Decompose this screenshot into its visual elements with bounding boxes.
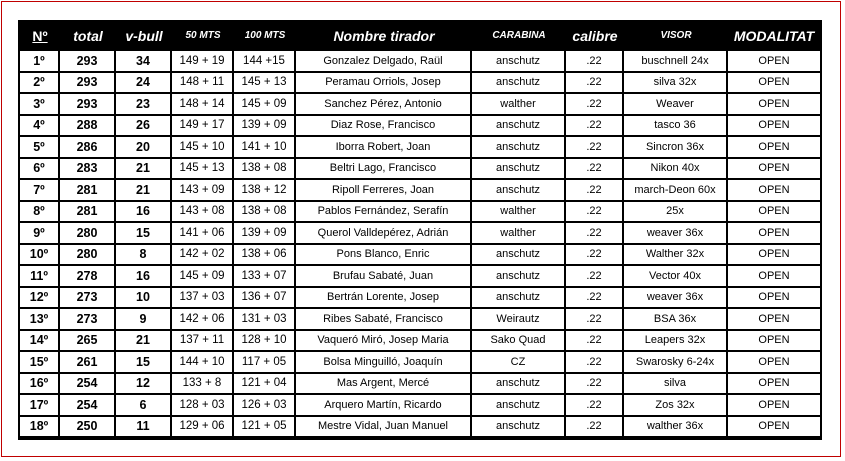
mode-cell: OPEN xyxy=(728,309,820,331)
rifle-cell: anschutz xyxy=(472,73,566,95)
header-50m: 50 MTS xyxy=(185,30,221,41)
mode-cell: OPEN xyxy=(728,395,820,417)
score-100m-cell: 117 + 05 xyxy=(234,352,296,374)
score-50m-cell: 137 + 11 xyxy=(172,331,234,353)
caliber-cell: .22 xyxy=(566,94,624,116)
score-100m-cell: 133 + 07 xyxy=(234,266,296,288)
table-row xyxy=(20,159,820,181)
position-cell: 8º xyxy=(20,202,60,224)
scope-cell: Swarosky 6-24x xyxy=(624,352,728,374)
score-100m-cell: 144 +15 xyxy=(234,51,296,73)
header-row xyxy=(20,20,820,51)
score-50m-cell: 137 + 03 xyxy=(172,288,234,310)
shooter-name-cell: Mestre Vidal, Juan Manuel xyxy=(296,417,472,437)
vbull-cell: 34 xyxy=(116,51,172,73)
total-cell: 283 xyxy=(60,159,116,181)
score-100m-cell: 138 + 08 xyxy=(234,202,296,224)
position-cell: 7º xyxy=(20,180,60,202)
table-row xyxy=(20,94,820,116)
scope-cell: tasco 36 xyxy=(624,116,728,138)
mode-cell: OPEN xyxy=(728,417,820,437)
score-50m-cell: 145 + 09 xyxy=(172,266,234,288)
position-cell: 15º xyxy=(20,352,60,374)
score-50m-cell: 128 + 03 xyxy=(172,395,234,417)
score-100m-cell: 145 + 09 xyxy=(234,94,296,116)
header-100m: 100 MTS xyxy=(244,30,286,41)
mode-cell: OPEN xyxy=(728,374,820,396)
shooter-name-cell: Pons Blanco, Enric xyxy=(296,245,472,267)
score-50m-cell: 143 + 08 xyxy=(172,202,234,224)
total-cell: 254 xyxy=(60,374,116,396)
score-100m-cell: 136 + 07 xyxy=(234,288,296,310)
caliber-cell: .22 xyxy=(566,137,624,159)
mode-cell: OPEN xyxy=(728,223,820,245)
shooter-name-cell: Sanchez Pérez, Antonio xyxy=(296,94,472,116)
score-100m-cell: 121 + 04 xyxy=(234,374,296,396)
table-row xyxy=(20,51,820,73)
position-cell: 3º xyxy=(20,94,60,116)
total-cell: 250 xyxy=(60,417,116,437)
shooter-name-cell: Mas Argent, Mercé xyxy=(296,374,472,396)
scope-cell: 25x xyxy=(624,202,728,224)
rifle-cell: anschutz xyxy=(472,159,566,181)
vbull-cell: 23 xyxy=(116,94,172,116)
caliber-cell: .22 xyxy=(566,288,624,310)
scope-cell: weaver 36x xyxy=(624,288,728,310)
rifle-cell: anschutz xyxy=(472,266,566,288)
position-cell: 6º xyxy=(20,159,60,181)
shooter-name-cell: Pablos Fernández, Serafín xyxy=(296,202,472,224)
vbull-cell: 15 xyxy=(116,352,172,374)
shooter-name-cell: Diaz Rose, Francisco xyxy=(296,116,472,138)
caliber-cell: .22 xyxy=(566,51,624,73)
vbull-cell: 8 xyxy=(116,245,172,267)
total-cell: 281 xyxy=(60,180,116,202)
total-cell: 293 xyxy=(60,94,116,116)
vbull-cell: 21 xyxy=(116,159,172,181)
vbull-cell: 21 xyxy=(116,180,172,202)
score-50m-cell: 148 + 11 xyxy=(172,73,234,95)
score-100m-cell: 121 + 05 xyxy=(234,417,296,437)
caliber-cell: .22 xyxy=(566,395,624,417)
mode-cell: OPEN xyxy=(728,116,820,138)
score-50m-cell: 144 + 10 xyxy=(172,352,234,374)
vbull-cell: 11 xyxy=(116,417,172,437)
table-row xyxy=(20,202,820,224)
mode-cell: OPEN xyxy=(728,331,820,353)
caliber-cell: .22 xyxy=(566,309,624,331)
table-row xyxy=(20,180,820,202)
shooter-name-cell: Querol Valldepérez, Adrián xyxy=(296,223,472,245)
vbull-cell: 20 xyxy=(116,137,172,159)
vbull-cell: 15 xyxy=(116,223,172,245)
total-cell: 293 xyxy=(60,51,116,73)
shooter-name-cell: Iborra Robert, Joan xyxy=(296,137,472,159)
vbull-cell: 9 xyxy=(116,309,172,331)
rifle-cell: walther xyxy=(472,202,566,224)
score-100m-cell: 138 + 12 xyxy=(234,180,296,202)
total-cell: 280 xyxy=(60,223,116,245)
scope-cell: weaver 36x xyxy=(624,223,728,245)
rifle-cell: anschutz xyxy=(472,245,566,267)
position-cell: 17º xyxy=(20,395,60,417)
scope-cell: Walther 32x xyxy=(624,245,728,267)
rifle-cell: anschutz xyxy=(472,395,566,417)
caliber-cell: .22 xyxy=(566,245,624,267)
table-row xyxy=(20,73,820,95)
caliber-cell: .22 xyxy=(566,223,624,245)
score-50m-cell: 149 + 19 xyxy=(172,51,234,73)
vbull-cell: 24 xyxy=(116,73,172,95)
position-cell: 13º xyxy=(20,309,60,331)
score-50m-cell: 142 + 06 xyxy=(172,309,234,331)
score-100m-cell: 138 + 08 xyxy=(234,159,296,181)
table-row xyxy=(20,288,820,310)
rifle-cell: CZ xyxy=(472,352,566,374)
header-vbull: v-bull xyxy=(125,27,163,44)
scope-cell: walther 36x xyxy=(624,417,728,437)
table-row xyxy=(20,116,820,138)
score-50m-cell: 142 + 02 xyxy=(172,245,234,267)
total-cell: 278 xyxy=(60,266,116,288)
scope-cell: Vector 40x xyxy=(624,266,728,288)
rifle-cell: anschutz xyxy=(472,180,566,202)
score-100m-cell: 131 + 03 xyxy=(234,309,296,331)
vbull-cell: 16 xyxy=(116,202,172,224)
vbull-cell: 26 xyxy=(116,116,172,138)
scope-cell: Nikon 40x xyxy=(624,159,728,181)
table-row xyxy=(20,395,820,417)
score-50m-cell: 145 + 10 xyxy=(172,137,234,159)
vbull-cell: 12 xyxy=(116,374,172,396)
shooter-name-cell: Bertrán Lorente, Josep xyxy=(296,288,472,310)
rifle-cell: Weirautz xyxy=(472,309,566,331)
total-cell: 293 xyxy=(60,73,116,95)
mode-cell: OPEN xyxy=(728,288,820,310)
mode-cell: OPEN xyxy=(728,159,820,181)
shooter-name-cell: Ripoll Ferreres, Joan xyxy=(296,180,472,202)
score-100m-cell: 139 + 09 xyxy=(234,223,296,245)
scope-cell: silva xyxy=(624,374,728,396)
shooter-name-cell: Gonzalez Delgado, Raül xyxy=(296,51,472,73)
score-50m-cell: 129 + 06 xyxy=(172,417,234,437)
position-cell: 2º xyxy=(20,73,60,95)
score-100m-cell: 138 + 06 xyxy=(234,245,296,267)
rifle-cell: anschutz xyxy=(472,116,566,138)
results-table xyxy=(20,20,820,436)
table-row xyxy=(20,245,820,267)
score-100m-cell: 126 + 03 xyxy=(234,395,296,417)
header-shooter-name: Nombre tirador xyxy=(333,27,435,44)
results-sheet xyxy=(18,20,822,440)
header-mode: MODALITAT xyxy=(733,27,815,44)
total-cell: 265 xyxy=(60,331,116,353)
mode-cell: OPEN xyxy=(728,266,820,288)
caliber-cell: .22 xyxy=(566,352,624,374)
caliber-cell: .22 xyxy=(566,180,624,202)
mode-cell: OPEN xyxy=(728,245,820,267)
mode-cell: OPEN xyxy=(728,137,820,159)
shooter-name-cell: Beltri Lago, Francisco xyxy=(296,159,472,181)
score-50m-cell: 145 + 13 xyxy=(172,159,234,181)
mode-cell: OPEN xyxy=(728,202,820,224)
header-rifle: CARABINA xyxy=(492,30,546,41)
mode-cell: OPEN xyxy=(728,73,820,95)
table-row xyxy=(20,266,820,288)
caliber-cell: .22 xyxy=(566,202,624,224)
position-cell: 12º xyxy=(20,288,60,310)
header-scope: VISOR xyxy=(660,30,692,41)
total-cell: 273 xyxy=(60,288,116,310)
rifle-cell: anschutz xyxy=(472,288,566,310)
table-row xyxy=(20,331,820,353)
position-cell: 4º xyxy=(20,116,60,138)
scope-cell: silva 32x xyxy=(624,73,728,95)
caliber-cell: .22 xyxy=(566,73,624,95)
score-100m-cell: 128 + 10 xyxy=(234,331,296,353)
score-50m-cell: 133 + 8 xyxy=(172,374,234,396)
score-100m-cell: 141 + 10 xyxy=(234,137,296,159)
scope-cell: BSA 36x xyxy=(624,309,728,331)
caliber-cell: .22 xyxy=(566,331,624,353)
rifle-cell: anschutz xyxy=(472,51,566,73)
header-total: total xyxy=(73,27,103,44)
shooter-name-cell: Peramau Orriols, Josep xyxy=(296,73,472,95)
position-cell: 18º xyxy=(20,417,60,437)
score-50m-cell: 141 + 06 xyxy=(172,223,234,245)
total-cell: 280 xyxy=(60,245,116,267)
rifle-cell: walther xyxy=(472,223,566,245)
header-position: Nº xyxy=(32,27,48,44)
position-cell: 9º xyxy=(20,223,60,245)
table-row xyxy=(20,417,820,437)
scope-cell: Sincron 36x xyxy=(624,137,728,159)
results-body xyxy=(20,51,820,436)
vbull-cell: 16 xyxy=(116,266,172,288)
caliber-cell: .22 xyxy=(566,116,624,138)
position-cell: 14º xyxy=(20,331,60,353)
rifle-cell: walther xyxy=(472,94,566,116)
rifle-cell: Sako Quad xyxy=(472,331,566,353)
table-row xyxy=(20,374,820,396)
mode-cell: OPEN xyxy=(728,94,820,116)
score-50m-cell: 148 + 14 xyxy=(172,94,234,116)
scope-cell: march-Deon 60x xyxy=(624,180,728,202)
total-cell: 261 xyxy=(60,352,116,374)
position-cell: 10º xyxy=(20,245,60,267)
vbull-cell: 10 xyxy=(116,288,172,310)
position-cell: 5º xyxy=(20,137,60,159)
table-row xyxy=(20,309,820,331)
mode-cell: OPEN xyxy=(728,51,820,73)
position-cell: 1º xyxy=(20,51,60,73)
table-row xyxy=(20,352,820,374)
rifle-cell: anschutz xyxy=(472,137,566,159)
rifle-cell: anschutz xyxy=(472,374,566,396)
caliber-cell: .22 xyxy=(566,417,624,437)
scope-cell: Leapers 32x xyxy=(624,331,728,353)
shooter-name-cell: Ribes Sabaté, Francisco xyxy=(296,309,472,331)
total-cell: 286 xyxy=(60,137,116,159)
score-100m-cell: 139 + 09 xyxy=(234,116,296,138)
table-row xyxy=(20,223,820,245)
shooter-name-cell: Arquero Martín, Ricardo xyxy=(296,395,472,417)
position-cell: 11º xyxy=(20,266,60,288)
caliber-cell: .22 xyxy=(566,159,624,181)
total-cell: 254 xyxy=(60,395,116,417)
shooter-name-cell: Vaqueró Miró, Josep Maria xyxy=(296,331,472,353)
total-cell: 288 xyxy=(60,116,116,138)
header-caliber: calibre xyxy=(572,27,618,44)
vbull-cell: 6 xyxy=(116,395,172,417)
scope-cell: buschnell 24x xyxy=(624,51,728,73)
total-cell: 273 xyxy=(60,309,116,331)
shooter-name-cell: Bolsa Minguilló, Joaquín xyxy=(296,352,472,374)
vbull-cell: 21 xyxy=(116,331,172,353)
rifle-cell: anschutz xyxy=(472,417,566,437)
total-cell: 281 xyxy=(60,202,116,224)
mode-cell: OPEN xyxy=(728,180,820,202)
shooter-name-cell: Brufau Sabaté, Juan xyxy=(296,266,472,288)
scope-cell: Weaver xyxy=(624,94,728,116)
mode-cell: OPEN xyxy=(728,352,820,374)
scope-cell: Zos 32x xyxy=(624,395,728,417)
score-50m-cell: 143 + 09 xyxy=(172,180,234,202)
score-50m-cell: 149 + 17 xyxy=(172,116,234,138)
caliber-cell: .22 xyxy=(566,374,624,396)
position-cell: 16º xyxy=(20,374,60,396)
caliber-cell: .22 xyxy=(566,266,624,288)
table-row xyxy=(20,137,820,159)
score-100m-cell: 145 + 13 xyxy=(234,73,296,95)
